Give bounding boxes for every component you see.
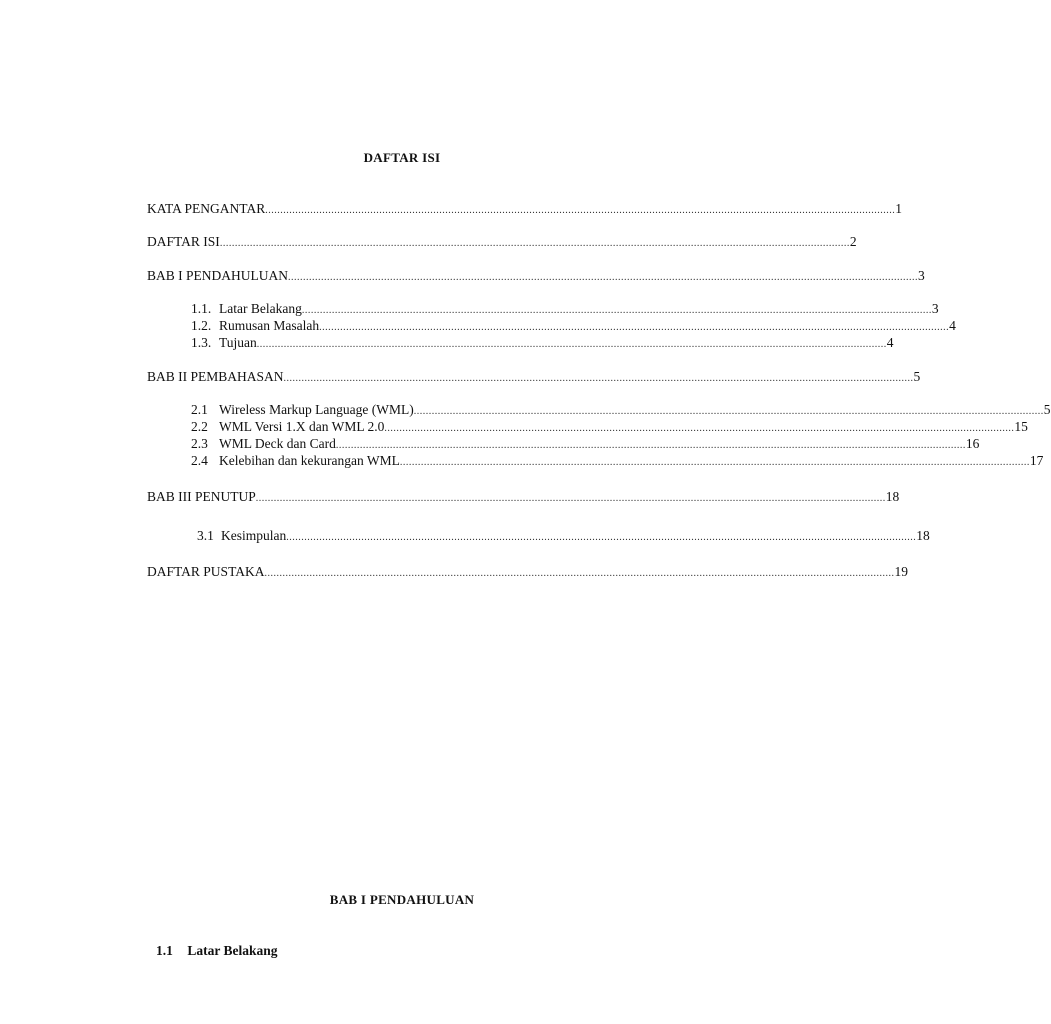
toc-leader-dots: ..................................................................................................................................................................................................................	[219, 238, 850, 249]
toc-entry-page: 3	[918, 268, 925, 283]
section-heading	[156, 943, 278, 959]
toc-leader-dots: ..................................................................................................................................................................................................................	[301, 305, 932, 316]
toc-entry-label: Rumusan Masalah	[219, 318, 320, 333]
toc-entry-page: 15	[1014, 419, 1028, 434]
toc-entry-label: Latar Belakang	[219, 301, 302, 316]
toc-entry-3-1	[197, 528, 930, 546]
toc-entry-label: BAB I PENDAHULUAN	[147, 268, 288, 283]
toc-leader-dots: ..................................................................................................................................................................................................................	[255, 493, 886, 504]
toc-entry-page: 5	[1043, 402, 1051, 417]
toc-entry-number: 3.1	[197, 528, 214, 543]
toc-entry-page: 3	[931, 301, 939, 316]
toc-entry-bab-3	[147, 489, 900, 507]
toc-entry-number: 1.3.	[191, 335, 212, 350]
toc-leader-dots: ..................................................................................................................................................................................................................	[319, 322, 950, 333]
toc-entry-number: 1.2.	[191, 318, 212, 333]
toc-entry-number: 2.4	[191, 453, 208, 468]
toc-entry-bab-1	[147, 268, 925, 286]
section-number: 1.1	[156, 943, 173, 958]
toc-entry-2-2	[191, 419, 1028, 437]
toc-entry-2-1	[191, 402, 1051, 420]
toc-leader-dots: ..................................................................................................................................................................................................................	[335, 440, 966, 451]
toc-entry-daftar-isi	[147, 234, 857, 252]
toc-entry-number: 2.2	[191, 419, 208, 434]
toc-entry-page: 18	[885, 489, 900, 504]
toc-entry-label: BAB III PENUTUP	[147, 489, 256, 504]
toc-entry-label: BAB II PEMBAHASAN	[147, 369, 284, 384]
toc-leader-dots: ..................................................................................................................................................................................................................	[399, 457, 1030, 468]
toc-entry-number: 1.1.	[191, 301, 212, 316]
toc-entry-label: Wireless Markup Language (WML)	[219, 402, 414, 417]
toc-entry-label: DAFTAR PUSTAKA	[147, 564, 265, 579]
toc-leader-dots: ..................................................................................................................................................................................................................	[286, 532, 917, 543]
toc-entry-page: 5	[913, 369, 921, 384]
toc-entry-2-3	[191, 436, 980, 454]
chapter-title: BAB I PENDAHULUAN	[329, 892, 475, 907]
toc-leader-dots: ..................................................................................................................................................................................................................	[384, 423, 1015, 434]
section-title: Latar Belakang	[187, 943, 278, 958]
toc-entry-number: 2.1	[191, 402, 208, 417]
toc-leader-dots: ..................................................................................................................................................................................................................	[256, 339, 887, 350]
toc-entry-label: DAFTAR ISI	[147, 234, 220, 249]
toc-entry-label: KATA PENGANTAR	[147, 201, 266, 216]
toc-entry-label: Kesimpulan	[221, 528, 287, 543]
toc-entry-page: 16	[965, 436, 980, 451]
toc-entry-page: 4	[949, 318, 956, 333]
toc-entry-number: 2.3	[191, 436, 208, 451]
toc-leader-dots: ..................................................................................................................................................................................................................	[283, 373, 914, 384]
toc-entry-label: WML Deck dan Card	[219, 436, 336, 451]
toc-entry-page: 18	[916, 528, 930, 543]
toc-entry-bab-2	[147, 369, 921, 387]
toc-leader-dots: ..................................................................................................................................................................................................................	[264, 568, 895, 579]
toc-entry-page: 1	[895, 201, 902, 216]
toc-entry-page: 17	[1029, 453, 1044, 468]
toc-entry-label: WML Versi 1.X dan WML 2.0	[219, 419, 385, 434]
toc-title: DAFTAR ISI	[363, 150, 441, 165]
toc-entry-label: Kelebihan dan kekurangan WML	[219, 453, 400, 468]
toc-entry-1-1	[191, 301, 939, 319]
toc-entry-1-2	[191, 318, 956, 336]
toc-entry-2-4	[191, 453, 1044, 471]
toc-leader-dots: ..................................................................................................................................................................................................................	[413, 406, 1044, 417]
toc-entry-label: Tujuan	[219, 335, 257, 350]
toc-entry-page: 2	[849, 234, 857, 249]
toc-entry-kata-pengantar	[147, 201, 902, 219]
toc-entry-1-3	[191, 335, 894, 353]
toc-leader-dots: ..................................................................................................................................................................................................................	[288, 272, 918, 283]
toc-entry-daftar-pustaka	[147, 564, 908, 582]
toc-entry-page: 4	[886, 335, 894, 350]
toc-entry-page: 19	[894, 564, 908, 579]
toc-leader-dots: ..................................................................................................................................................................................................................	[265, 205, 896, 216]
